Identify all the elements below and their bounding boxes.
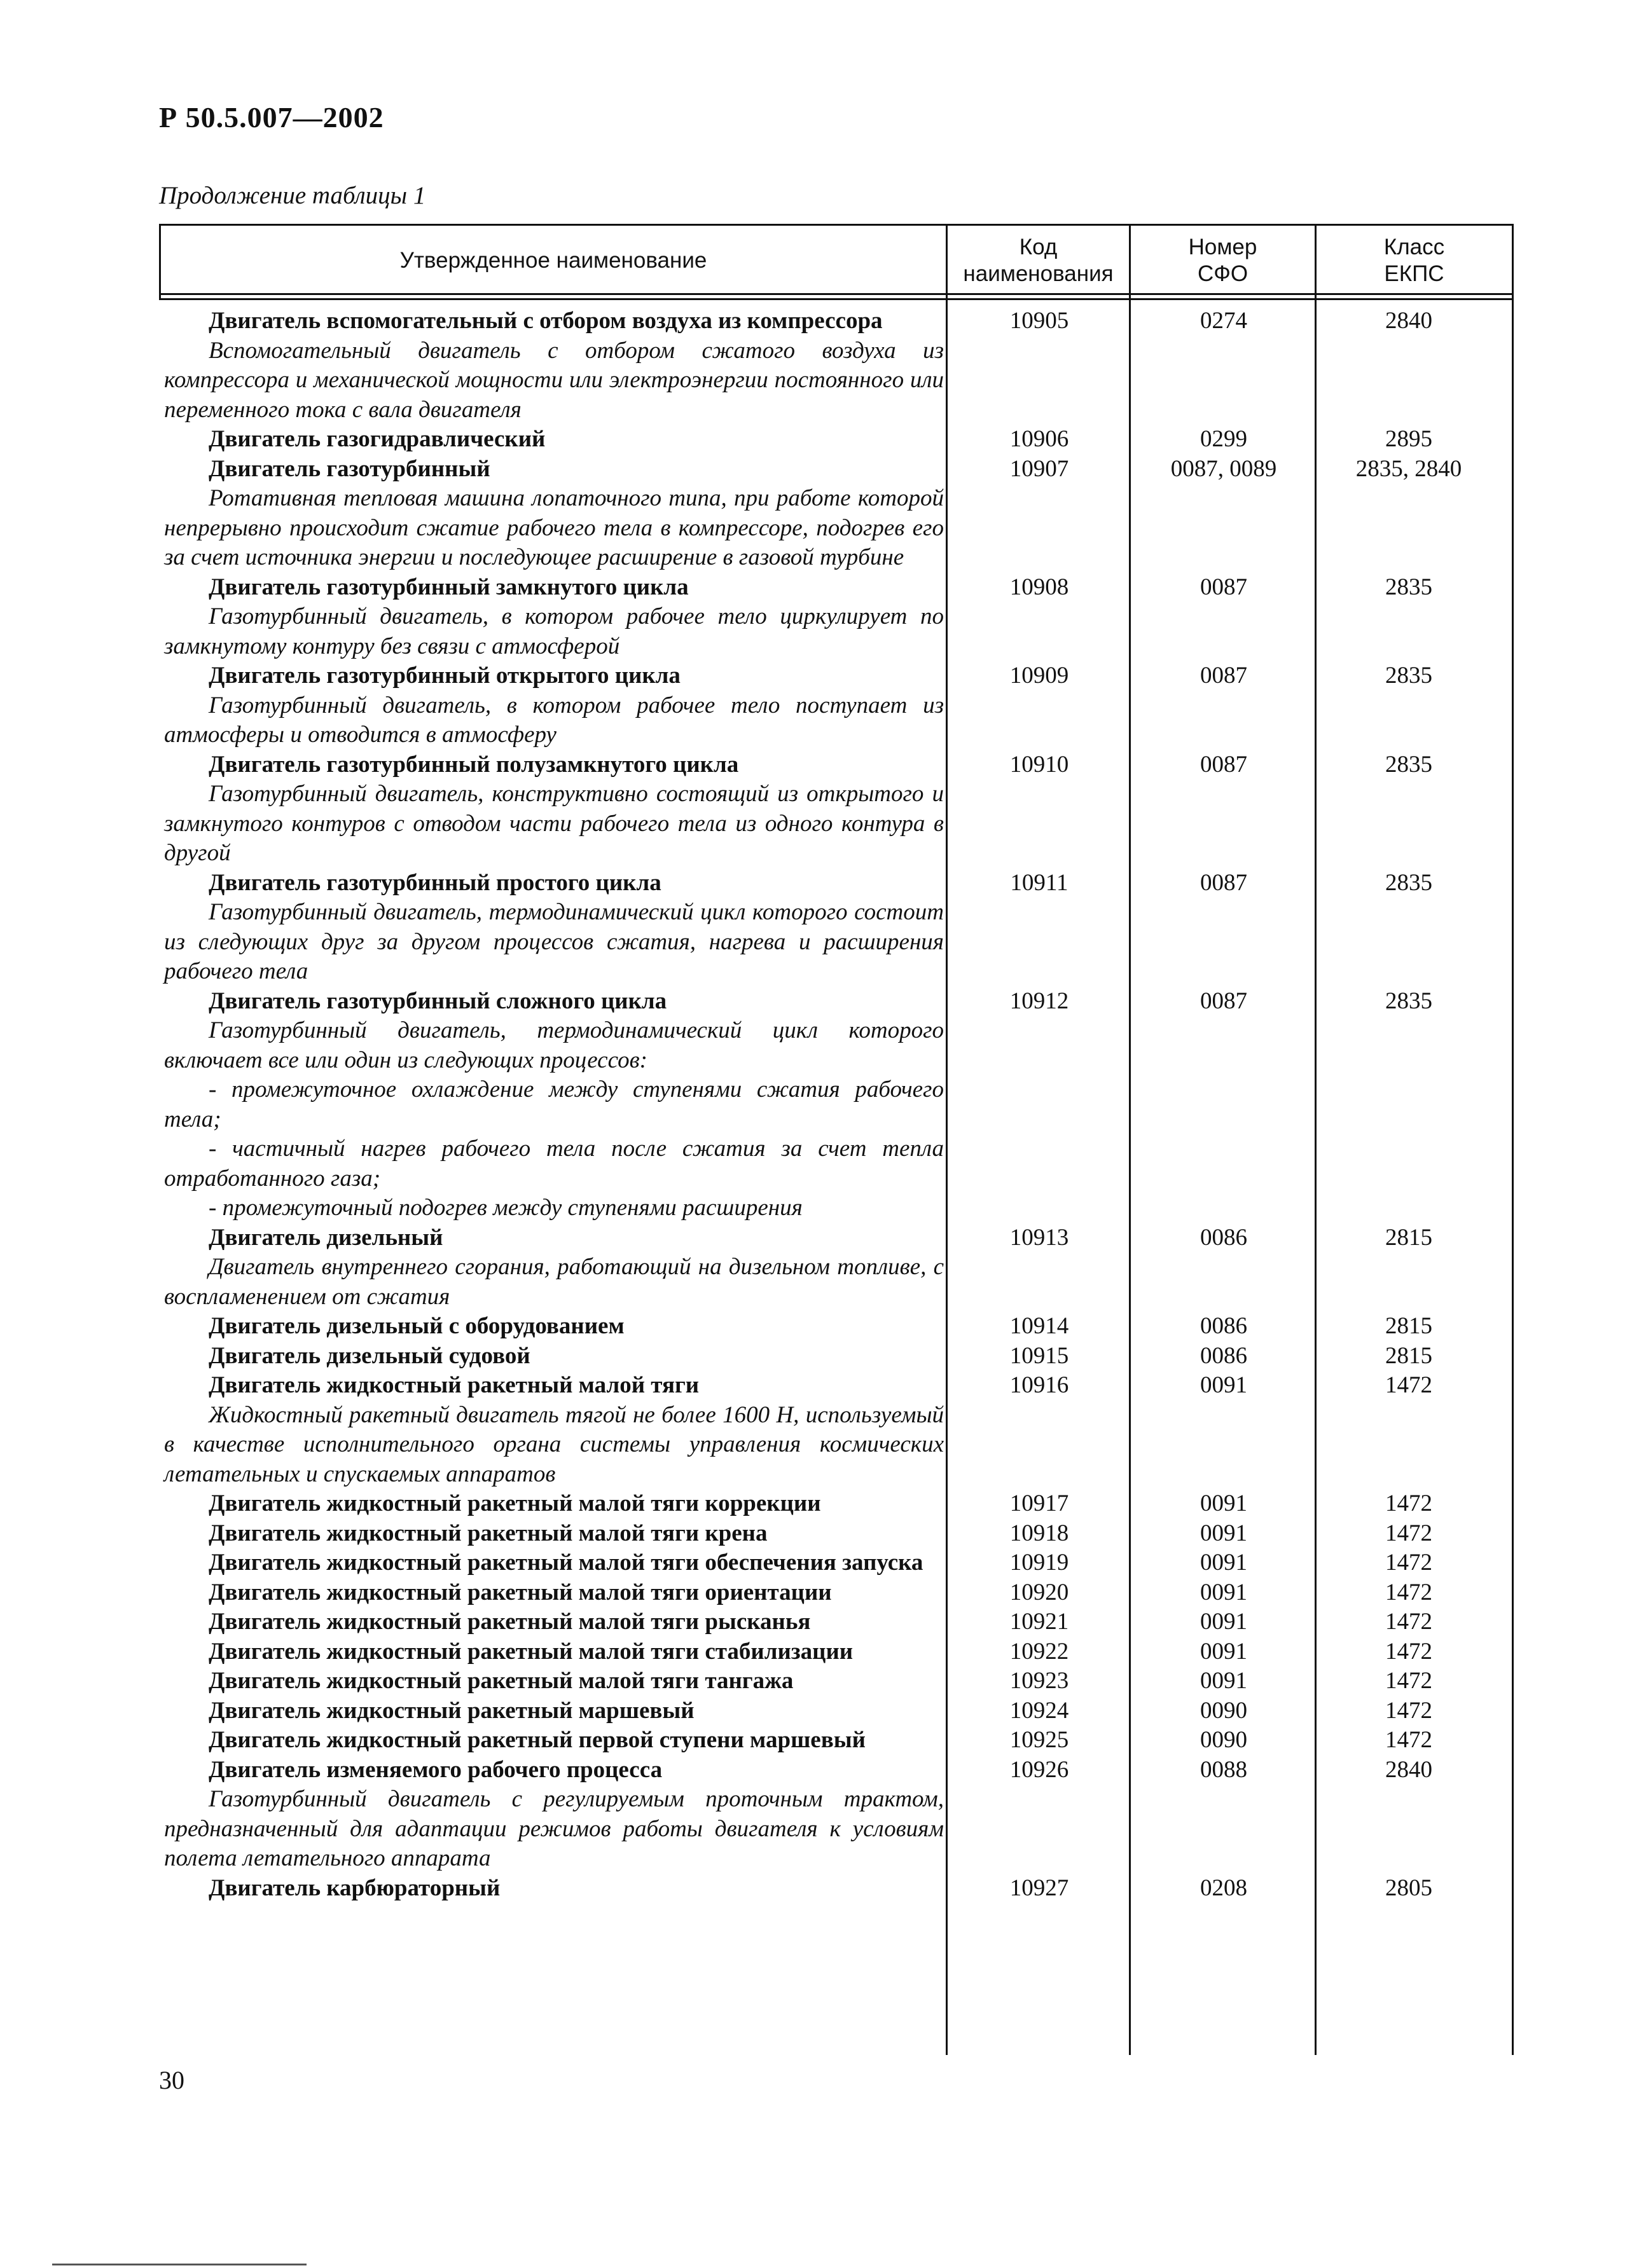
name-code: 10921 <box>1009 1609 1069 1635</box>
table-row-term <box>159 1637 1514 1667</box>
term-name: Двигатель жидкостный ракетный малой тяги рысканья <box>209 1609 811 1635</box>
term-description: Газотурбинный двигатель, конструктивно состоящий из открытого и замкнутого контуров с отводом части рабочего тела из одного контура в другой <box>164 781 944 866</box>
name-code: 10927 <box>1009 1874 1069 1901</box>
table-row-term <box>159 1489 1514 1519</box>
name-code: 10911 <box>1010 869 1068 896</box>
table-row-term <box>159 1312 1514 1342</box>
table-row-term <box>159 306 1514 336</box>
name-code: 10912 <box>1009 987 1069 1014</box>
ekps-class: 2835 <box>1385 751 1432 778</box>
footer-rule <box>52 2264 307 2265</box>
table-row-term <box>159 455 1514 485</box>
ekps-class: 2840 <box>1385 308 1432 334</box>
name-code: 10909 <box>1009 663 1069 689</box>
term-name: Двигатель вспомогательный с отбором воздуха из компрессора <box>209 308 883 334</box>
table-body <box>159 306 1514 1903</box>
term-name: Двигатель газотурбинный <box>209 455 490 482</box>
term-values <box>948 1489 1514 1519</box>
sfo-number: 0086 <box>1200 1313 1247 1339</box>
term-values <box>948 1726 1514 1756</box>
table-row-description <box>159 1785 1514 1874</box>
table-row-description <box>159 1134 1514 1193</box>
ekps-class: 1472 <box>1385 1372 1432 1398</box>
term-description: Ротативная тепловая машина лопаточного типа, при работе которой непрерывно происходит сжатие рабочего тела в компрессоре, подогрев его за счет источника энергии и последующее расширение в газовой турбине <box>164 485 944 570</box>
table-row-term <box>159 573 1514 603</box>
ekps-class: 2815 <box>1385 1224 1432 1251</box>
term-name: Двигатель жидкостный ракетный маршевый <box>209 1697 695 1724</box>
sfo-number: 0087 <box>1200 574 1247 600</box>
sfo-number: 0091 <box>1200 1579 1247 1605</box>
term-name: Двигатель дизельный <box>209 1224 443 1251</box>
name-code: 10913 <box>1009 1224 1069 1251</box>
term-values <box>948 750 1514 780</box>
term-name: Двигатель жидкостный ракетный малой тяги тангажа <box>209 1668 794 1694</box>
term-description: Вспомогательный двигатель с отбором сжатого воздуха из компрессора и механической мощности или электроэнергии постоянного или переменного тока с вала двигателя <box>164 337 944 423</box>
term-description: Газотурбинный двигатель, в котором рабочее тело поступает из атмосферы и отводится в атмосферу <box>164 692 944 748</box>
sfo-number: 0087 <box>1200 987 1247 1014</box>
column-header-ekps: Класс ЕКПС <box>1383 234 1445 286</box>
sfo-number: 0087, 0089 <box>1170 455 1277 482</box>
name-code: 10918 <box>1009 1520 1069 1546</box>
term-name: Двигатель изменяемого рабочего процесса <box>209 1756 663 1783</box>
term-values <box>948 1696 1514 1726</box>
term-name: Двигатель газотурбинный открытого цикла <box>209 663 681 689</box>
term-name: Двигатель жидкостный ракетный малой тяги ориентации <box>209 1579 832 1605</box>
table-row-description <box>159 484 1514 573</box>
table-row-term <box>159 1874 1514 1904</box>
name-code: 10920 <box>1009 1579 1069 1605</box>
name-code: 10926 <box>1009 1756 1069 1783</box>
name-code: 10915 <box>1009 1342 1069 1369</box>
name-code: 10914 <box>1009 1313 1069 1339</box>
column-header-code: Код наименования <box>963 234 1114 286</box>
term-values <box>948 1223 1514 1253</box>
sfo-number: 0091 <box>1200 1668 1247 1694</box>
term-values <box>948 1342 1514 1371</box>
term-values <box>948 1548 1514 1578</box>
table-row-term <box>159 750 1514 780</box>
ekps-class: 1472 <box>1385 1609 1432 1635</box>
sfo-number: 0091 <box>1200 1609 1247 1635</box>
table-row-description <box>159 602 1514 661</box>
term-values <box>948 1519 1514 1549</box>
name-code: 10910 <box>1009 751 1069 778</box>
header-double-rule <box>159 298 1514 300</box>
name-code: 10919 <box>1009 1550 1069 1576</box>
ekps-class: 2835 <box>1385 663 1432 689</box>
table-row-description <box>159 1016 1514 1075</box>
ekps-class: 2835 <box>1385 987 1432 1014</box>
sfo-number: 0091 <box>1200 1638 1247 1665</box>
name-code: 10924 <box>1009 1697 1069 1724</box>
term-description: Жидкостный ракетный двигатель тягой не более 1600 Н, используемый в качестве исполнительного органа системы управления космических летательных и спускаемых аппаратов <box>164 1401 944 1487</box>
table-row-term <box>159 661 1514 691</box>
ekps-class: 1472 <box>1385 1668 1432 1694</box>
sfo-number: 0087 <box>1200 751 1247 778</box>
ekps-class: 1472 <box>1385 1697 1432 1724</box>
table-row-term <box>159 1667 1514 1696</box>
name-code: 10923 <box>1009 1668 1069 1694</box>
ekps-class: 1472 <box>1385 1579 1432 1605</box>
term-description: - промежуточное охлаждение между ступенями сжатия рабочего тела; <box>164 1076 944 1132</box>
sfo-number: 0086 <box>1200 1342 1247 1369</box>
table-row-term <box>159 987 1514 1017</box>
table-row-term <box>159 1607 1514 1637</box>
table-row-term <box>159 1519 1514 1549</box>
term-values <box>948 661 1514 691</box>
sfo-number: 0087 <box>1200 869 1247 896</box>
sfo-number: 0090 <box>1200 1697 1247 1724</box>
term-values <box>948 425 1514 455</box>
term-values <box>948 306 1514 336</box>
name-code: 10922 <box>1009 1638 1069 1665</box>
sfo-number: 0086 <box>1200 1224 1247 1251</box>
table-row-term <box>159 1342 1514 1371</box>
term-description: - промежуточный подогрев между ступенями расширения <box>209 1195 803 1221</box>
table-row-description <box>159 1193 1514 1223</box>
page-number: 30 <box>159 2066 184 2094</box>
ekps-class: 2840 <box>1385 1756 1432 1783</box>
name-code: 10906 <box>1009 426 1069 452</box>
sfo-number: 0299 <box>1200 426 1247 452</box>
term-name: Двигатель жидкостный ракетный малой тяги обеспечения запуска <box>209 1550 923 1576</box>
term-values <box>948 1756 1514 1785</box>
term-values <box>948 987 1514 1017</box>
ekps-class: 1472 <box>1385 1727 1432 1753</box>
document-code: Р 50.5.007—2002 <box>159 101 384 134</box>
sfo-number: 0091 <box>1200 1490 1247 1516</box>
term-description: Газотурбинный двигатель с регулируемым проточным трактом, предназначенный для адаптации режимов работы двигателя к условиям полета летательного аппарата <box>164 1786 944 1871</box>
term-name: Двигатель жидкостный ракетный малой тяги коррекции <box>209 1490 821 1516</box>
table-row-term <box>159 1756 1514 1785</box>
term-description: Газотурбинный двигатель, термодинамический цикл которого состоит из следующих друг за другом процессов сжатия, нагрева и расширения рабочего тела <box>164 899 944 984</box>
sfo-number: 0091 <box>1200 1520 1247 1546</box>
term-values <box>948 1637 1514 1667</box>
ekps-class: 2805 <box>1385 1874 1432 1901</box>
table-row-description <box>159 691 1514 750</box>
table-row-term <box>159 425 1514 455</box>
sfo-number: 0091 <box>1200 1550 1247 1576</box>
ekps-class: 2835, 2840 <box>1355 455 1462 482</box>
table-row-description <box>159 1253 1514 1312</box>
term-name: Двигатель дизельный судовой <box>209 1342 530 1369</box>
term-name: Двигатель газотурбинный замкнутого цикла <box>209 574 689 600</box>
table-row-description <box>159 780 1514 869</box>
ekps-class: 2815 <box>1385 1342 1432 1369</box>
term-values <box>948 869 1514 898</box>
table-row-term <box>159 869 1514 898</box>
table-row-term <box>159 1223 1514 1253</box>
term-name: Двигатель жидкостный ракетный малой тяги стабилизации <box>209 1638 854 1665</box>
term-name: Двигатель жидкостный ракетный первой ступени маршевый <box>209 1727 866 1753</box>
table-row-term <box>159 1696 1514 1726</box>
column-header-sfo: Номер СФО <box>1188 234 1257 286</box>
table-caption: Продолжение таблицы 1 <box>159 182 426 209</box>
ekps-class: 1472 <box>1385 1550 1432 1576</box>
term-name: Двигатель газотурбинный полузамкнутого цикла <box>209 751 739 778</box>
terms-table <box>159 224 1514 2055</box>
term-values <box>948 455 1514 485</box>
term-name: Двигатель газотурбинный простого цикла <box>209 869 661 896</box>
table-row-description <box>159 1401 1514 1490</box>
term-name: Двигатель дизельный с оборудованием <box>209 1313 625 1339</box>
sfo-number: 0091 <box>1200 1372 1247 1398</box>
sfo-number: 0087 <box>1200 663 1247 689</box>
term-values <box>948 1667 1514 1696</box>
term-values <box>948 573 1514 603</box>
term-name: Двигатель газотурбинный сложного цикла <box>209 987 667 1014</box>
sfo-number: 0274 <box>1200 308 1247 334</box>
term-name: Двигатель жидкостный ракетный малой тяги <box>209 1372 700 1398</box>
term-values <box>948 1578 1514 1608</box>
ekps-class: 1472 <box>1385 1490 1432 1516</box>
ekps-class: 1472 <box>1385 1520 1432 1546</box>
ekps-class: 2835 <box>1385 869 1432 896</box>
column-header-name: Утвержденное наименование <box>399 247 707 273</box>
name-code: 10907 <box>1009 455 1069 482</box>
ekps-class: 1472 <box>1385 1638 1432 1665</box>
table-row-description <box>159 898 1514 987</box>
term-values <box>948 1874 1514 1904</box>
name-code: 10925 <box>1009 1727 1069 1753</box>
table-row-description <box>159 1075 1514 1134</box>
table-row-term <box>159 1548 1514 1578</box>
name-code: 10917 <box>1009 1490 1069 1516</box>
ekps-class: 2835 <box>1385 574 1432 600</box>
name-code: 10905 <box>1009 308 1069 334</box>
term-values <box>948 1371 1514 1401</box>
table-row-description <box>159 336 1514 425</box>
term-name: Двигатель газогидравлический <box>209 426 546 452</box>
name-code: 10908 <box>1009 574 1069 600</box>
sfo-number: 0088 <box>1200 1756 1247 1783</box>
table-row-term <box>159 1578 1514 1608</box>
term-name: Двигатель карбюраторный <box>209 1874 501 1901</box>
term-description: Двигатель внутреннего сгорания, работающий на дизельном топливе, с воспламенением от сжатия <box>164 1254 944 1310</box>
term-description: Газотурбинный двигатель, термодинамический цикл которого включает все или один из следующих процессов: <box>164 1017 944 1073</box>
term-values <box>948 1607 1514 1637</box>
term-description: - частичный нагрев рабочего тела после сжатия за счет тепла отработанного газа; <box>164 1136 944 1192</box>
name-code: 10916 <box>1009 1372 1069 1398</box>
term-description: Газотурбинный двигатель, в котором рабочее тело циркулирует по замкнутому контуру без связи с атмосферой <box>164 603 944 659</box>
table-row-term <box>159 1726 1514 1756</box>
sfo-number: 0208 <box>1200 1874 1247 1901</box>
term-name: Двигатель жидкостный ракетный малой тяги крена <box>209 1520 768 1546</box>
ekps-class: 2895 <box>1385 426 1432 452</box>
term-values <box>948 1312 1514 1342</box>
sfo-number: 0090 <box>1200 1727 1247 1753</box>
ekps-class: 2815 <box>1385 1313 1432 1339</box>
table-row-term <box>159 1371 1514 1401</box>
